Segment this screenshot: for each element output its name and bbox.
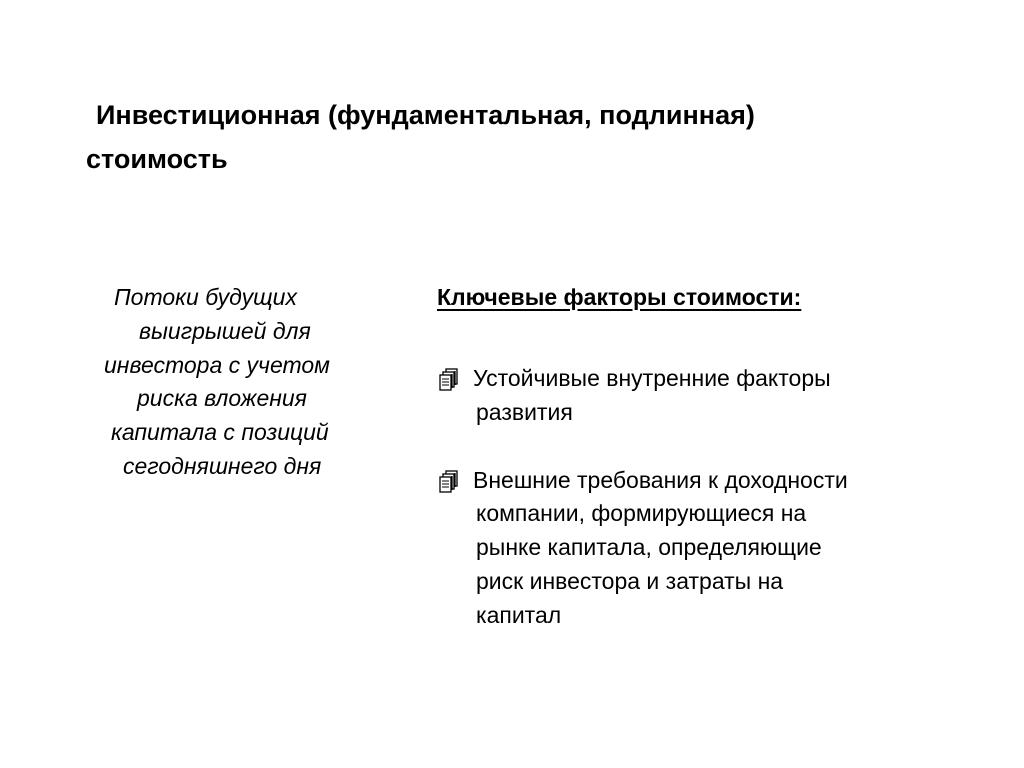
future-returns-text bbox=[96, 281, 396, 484]
document-stack-icon bbox=[437, 367, 463, 393]
slide-title-line: Инвестиционная (фундаментальная, подлинная) bbox=[96, 100, 755, 130]
value-factors-list bbox=[437, 362, 977, 633]
future-returns-line: инвестора с учетом bbox=[104, 351, 330, 378]
factor-item-line: капитал bbox=[476, 601, 562, 628]
factor-item-internal bbox=[437, 362, 977, 430]
factor-item-external bbox=[437, 464, 977, 633]
factor-item-line: компании, формирующиеся на bbox=[476, 500, 807, 527]
future-returns-line: Потоки будущих bbox=[114, 284, 297, 310]
factor-item-line: Внешние требования к доходности bbox=[473, 466, 848, 493]
slide-title bbox=[86, 93, 966, 181]
future-returns-line: выигрышей для bbox=[139, 317, 311, 344]
factor-item-line: Устойчивые внутренние факторы bbox=[473, 365, 831, 391]
factor-item-line: рынке капитала, определяющие bbox=[476, 534, 822, 561]
future-returns-line: риска вложения bbox=[137, 385, 307, 412]
document-stack-icon bbox=[437, 469, 463, 495]
factor-item-line: развития bbox=[476, 398, 573, 425]
value-factors-heading: Ключевые факторы стоимости: bbox=[437, 284, 802, 310]
value-factors-section bbox=[437, 280, 977, 633]
slide-title-line: стоимость bbox=[86, 144, 228, 174]
factor-item-line: риск инвестора и затраты на bbox=[476, 567, 784, 594]
future-returns-line: сегодняшнего дня bbox=[123, 452, 322, 479]
future-returns-line: капитала с позиций bbox=[111, 419, 329, 446]
